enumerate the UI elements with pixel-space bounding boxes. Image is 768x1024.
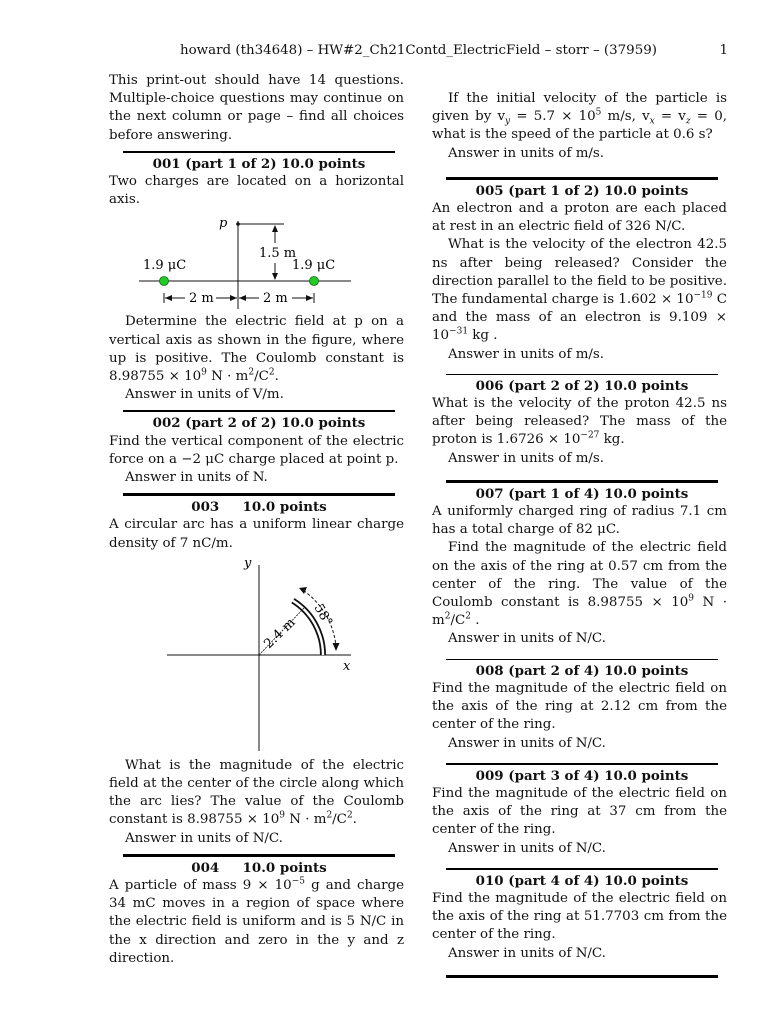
question-010-text: Find the magnitude of the electric field on the axis of the ring at 51.7703 cm from the center of the ring. [432, 890, 727, 943]
question-heading-001: 001 (part 1 of 2) 10.0 points [123, 151, 395, 173]
x-axis-label: x [343, 658, 351, 674]
question-005-text: An electron and a proton are each placed at rest in an electric field of 326 N/C. [432, 201, 727, 235]
question-008-answer: Answer in units of N/C. [448, 735, 606, 751]
question-007-answer: Answer in units of N/C. [448, 631, 606, 647]
question-007-body: Find the magnitude of the electric field on the axis of the ring at 0.57 cm from the center of the ring. The value of the Coulomb constant is $8.98755 \times 10^9$ $N \cdot m^2/C^2$ . [432, 540, 727, 629]
y-axis-label: y [244, 556, 252, 571]
question-003-text: A circular arc has a uniform linear charge density of 7 nC/m. [109, 517, 404, 551]
question-002-answer: Answer in units of N. [125, 470, 268, 486]
intro-text: This print-out should have 14 questions. Multiple-choice questions may continue on the next column or page – find all choices before answering. [109, 73, 404, 143]
question-006-text: What is the velocity of the proton 42.5 ns after being released? The mass of the proton is $1.6726 \times 10^{-27}$ kg. [432, 396, 727, 448]
arc-diagram [109, 557, 404, 753]
question-008-text: Find the magnitude of the electric field on the axis of the ring at 2.12 cm from the center of the ring. [432, 680, 727, 733]
question-009-answer: Answer in units of N/C. [448, 840, 606, 856]
question-heading-003: 003 10.0 points [123, 493, 395, 516]
question-005-answer: Answer in units of m/s. [448, 346, 605, 362]
question-heading-004: 004 10.0 points [123, 854, 395, 877]
question-004-text: A particle of mass $9 \times 10^{-5}$ g and charge 34 mC moves in a region of space where the electric field is uniform and is 5 N/C in the x direction and zero in the y and z direction. [109, 876, 404, 966]
question-001-body: Determine the electric field at p on a vertical axis as shown in the figure, where up is positive. The Coulomb constant is $8.98755 \times 10^9$ $N \cdot m^2/C^2$. [109, 314, 404, 385]
question-010-answer: Answer in units of N/C. [448, 945, 606, 961]
question-003-body: What is the magnitude of the electric field at the center of the circle along which the arc lies? The value of the Coulomb constant is $8.98755 \times 10^9$ $N \cdot m^2/C^2$. [109, 757, 404, 828]
question-001-answer: Answer in units of V/m. [125, 387, 284, 403]
question-003-answer: Answer in units of N/C. [125, 830, 283, 846]
end-rule [446, 975, 718, 978]
question-007-text: A uniformly charged ring of radius 7.1 cm has a total charge of 82 μC. [432, 504, 727, 538]
radius-label: 2.4 m [261, 615, 299, 652]
question-001-text: Two charges are located on a horizontal axis. [109, 174, 404, 208]
question-006-answer: Answer in units of m/s. [448, 450, 605, 466]
left-column [109, 72, 404, 968]
document-title: howard (th34648) – HW#2_Ch21Contd_ElectricField – storr – (37959) [180, 43, 657, 58]
question-004-body: If the initial velocity of the particle is given by $v_y = 5.7 \times 10^5$ m/s, $v_x = v_z = 0$, what is the speed of the particle at 0.6 s? [432, 91, 727, 143]
dist-right-label: 2 m [263, 291, 288, 307]
angle-label: 58° [310, 601, 336, 629]
question-heading-008: 008 (part 2 of 4) 10.0 points [446, 659, 718, 680]
question-002-text: Find the vertical component of the electric force on a −2 μC charge placed at point p. [109, 433, 404, 467]
charge-left-label: 1.9 μC [143, 258, 187, 274]
question-heading-005: 005 (part 1 of 2) 10.0 points [446, 177, 718, 200]
question-005-body: What is the velocity of the electron 42.5 ns after being released? Consider the direction parallel to the field to be positive. The fundamental charge is $1.602 \times 10^{-19}$ C and the mass of an electron is $9.109 \times 10^{-31}$ kg . [432, 237, 727, 344]
page-header [180, 42, 728, 60]
question-heading-010: 010 (part 4 of 4) 10.0 points [446, 868, 718, 890]
figure-arc [109, 557, 404, 753]
charge-left-dot [160, 277, 169, 286]
question-heading-002: 002 (part 2 of 2) 10.0 points [123, 410, 395, 432]
question-heading-006: 006 (part 2 of 2) 10.0 points [446, 374, 718, 395]
figure-two-charges [109, 213, 404, 309]
dist-left-label: 2 m [189, 291, 214, 307]
charge-right-dot [310, 277, 319, 286]
question-heading-007: 007 (part 1 of 4) 10.0 points [446, 480, 718, 503]
question-004-answer: Answer in units of m/s. [448, 145, 605, 161]
right-column [432, 72, 727, 978]
point-p-label: p [219, 216, 228, 232]
two-charges-diagram [109, 213, 404, 309]
charge-right-label: 1.9 μC [292, 258, 336, 274]
height-label: 1.5 m [259, 246, 297, 262]
question-heading-009: 009 (part 3 of 4) 10.0 points [446, 763, 718, 785]
question-009-text: Find the magnitude of the electric field on the axis of the ring at 37 cm from the center of the ring. [432, 785, 727, 838]
page-number: 1 [719, 43, 728, 58]
